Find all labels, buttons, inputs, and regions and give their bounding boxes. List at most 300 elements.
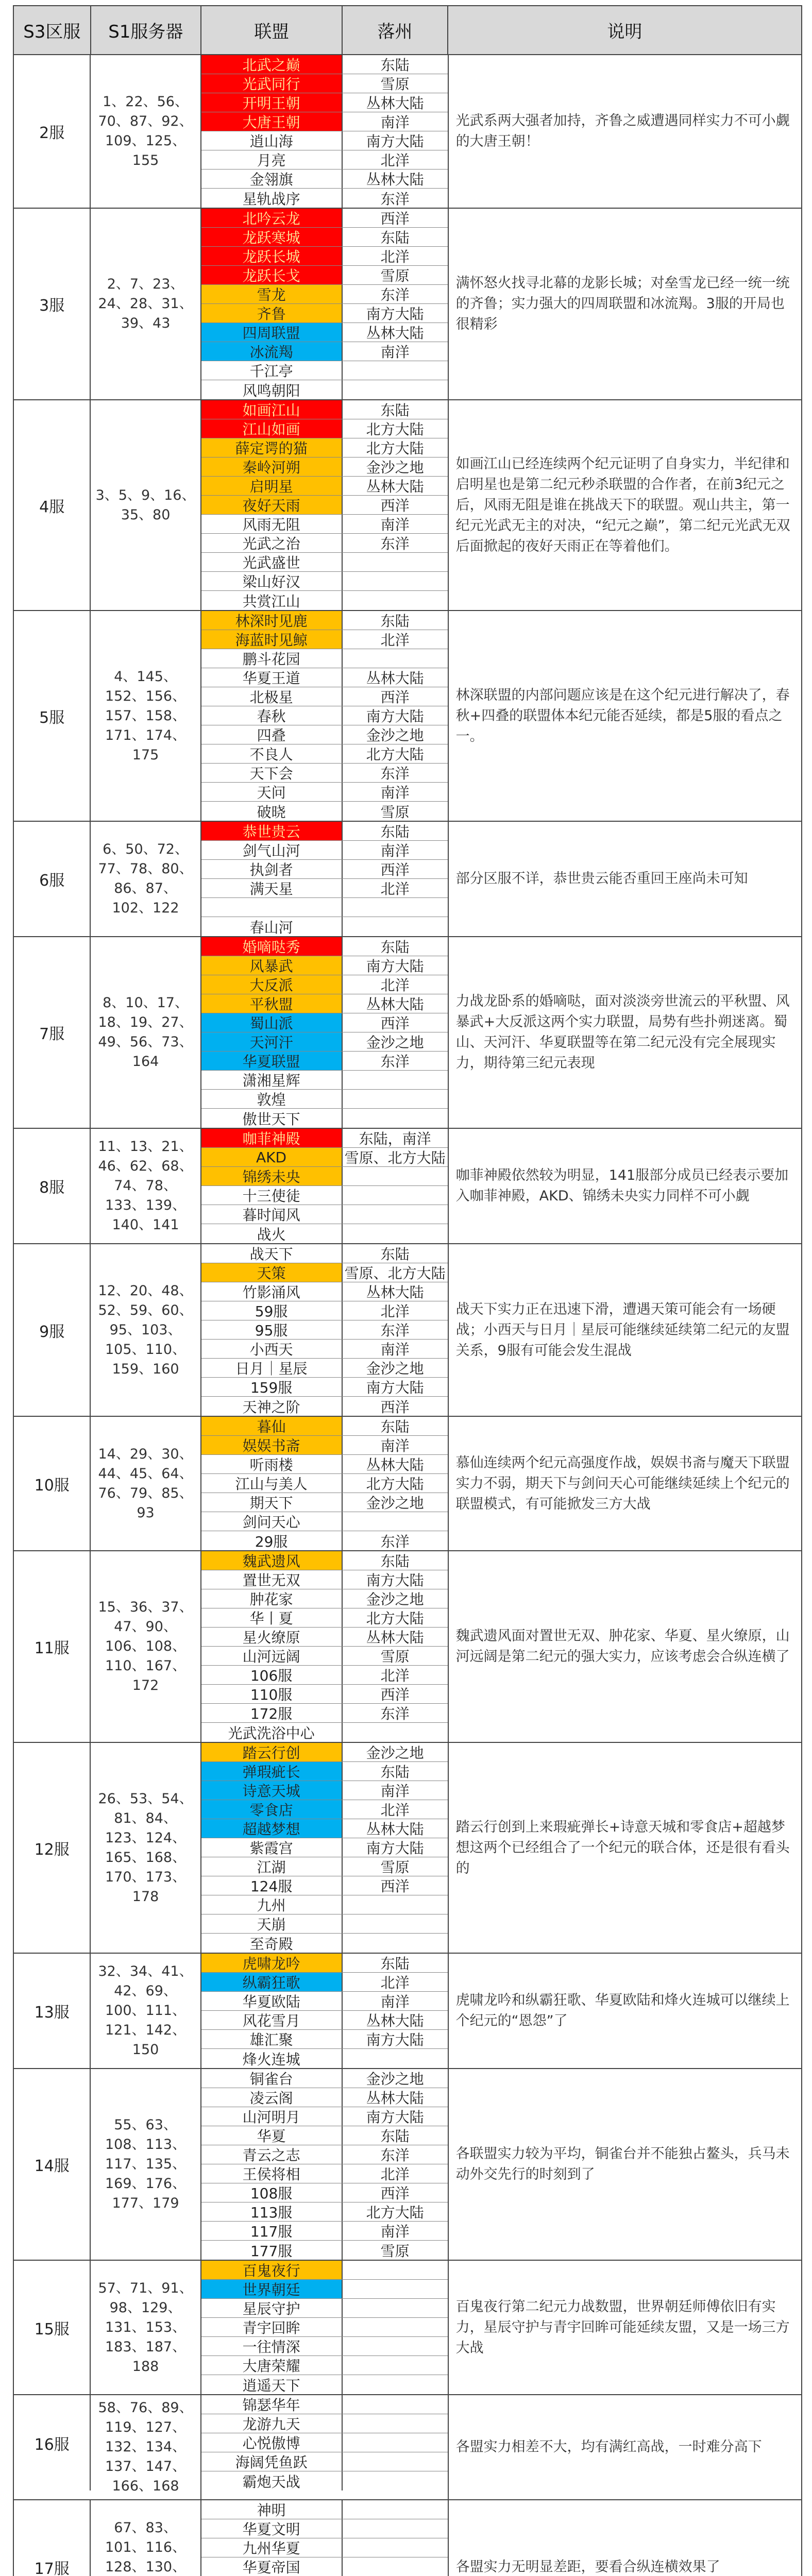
zone-block: [14, 2261, 801, 2395]
alliance-row: [201, 1570, 448, 1589]
alliance-state: 南洋: [380, 2223, 410, 2240]
alliance-row: [201, 2519, 448, 2538]
alliance-name: 蜀山派: [201, 1013, 343, 1032]
alliance-row: [201, 1282, 448, 1301]
alliance-row: [201, 1071, 448, 1090]
alliance-name: 天问: [201, 783, 343, 801]
alliance-name: 娱娱书斋: [201, 1436, 343, 1454]
alliance-row: [201, 1954, 448, 1973]
alliance-state: 东陆: [380, 1553, 410, 1570]
alliance-row: [201, 1129, 448, 1148]
alliance-state: 丛林大陆: [366, 1821, 424, 1838]
alliance-state: 北洋: [380, 152, 410, 169]
alliance-name: 北吟云龙: [201, 209, 343, 227]
alliance-state: [343, 2395, 448, 2414]
alliance-name: 天崩: [201, 1914, 343, 1933]
alliance-row: [201, 1895, 448, 1914]
alliance-state: 丛林大陆: [366, 2012, 424, 2029]
alliance-state: [343, 1109, 448, 1128]
zone-servers: 32、34、41、42、69、100、111、121、142、150: [91, 1954, 201, 2068]
alliance-name: 启明星: [201, 477, 343, 495]
alliance-row: [201, 553, 448, 572]
alliance-state: 东陆: [380, 2128, 410, 2145]
alliance-state: [343, 649, 448, 668]
alliance-name: 夜好天雨: [201, 496, 343, 514]
alliance-name: 月亮: [201, 150, 343, 169]
alliance-stack: [201, 1954, 449, 2068]
alliance-row: [201, 1340, 448, 1359]
alliance-name: 梁山好汉: [201, 572, 343, 590]
alliance-name: 华夏王道: [201, 668, 343, 687]
alliance-row: [201, 2280, 448, 2299]
alliance-row: [201, 112, 448, 131]
alliance-name: 齐鲁: [201, 304, 343, 323]
zone-description-text: 如画江山已经连续两个纪元证明了自身实力，半纪律和启明星也是第二纪元秒杀联盟的合作者，在前3纪元之后，风雨无阻是谁在挑战天下的联盟。观山共主，第一纪元光武无主的对决，“纪元之巅”，第二纪元光武无双后面掀起的夜好天雨正在等着他们。: [455, 455, 790, 554]
alliance-state: 东陆: [380, 1955, 410, 1972]
alliance-state: [343, 1205, 448, 1224]
alliance-name: 青云之志: [201, 2145, 343, 2164]
alliance-name: 山河远阔: [201, 1647, 343, 1665]
alliance-name: 神明: [201, 2500, 343, 2519]
alliance-state: 北洋: [380, 977, 410, 994]
alliance-row: [201, 247, 448, 266]
alliance-state: 雪原: [380, 1859, 410, 1876]
alliance-state: [343, 380, 448, 399]
alliance-row: [201, 917, 448, 936]
alliance-name: 魏武遗风: [201, 1551, 343, 1570]
zone-description: [449, 1417, 801, 1550]
alliance-name: 至奇殿: [201, 1934, 343, 1953]
alliance-state: [343, 1934, 448, 1953]
header-s1-servers: S1服务器: [91, 6, 201, 54]
alliance-state: [343, 1723, 448, 1742]
alliance-state: 北洋: [380, 1974, 410, 1991]
alliance-row: [201, 1934, 448, 1953]
zone-block: [14, 209, 801, 400]
alliance-row: [201, 2261, 448, 2280]
alliance-state: 丛林大陆: [366, 1629, 424, 1646]
alliance-row: [201, 534, 448, 553]
alliance-row: [201, 74, 448, 93]
alliance-row: [201, 1973, 448, 1992]
alliance-row: [201, 898, 448, 917]
alliance-row: [201, 209, 448, 228]
alliance-row: [201, 1647, 448, 1666]
table-header: [14, 6, 801, 55]
alliance-state: 南方大陆: [366, 958, 424, 975]
alliance-name: 九州华夏: [201, 2538, 343, 2557]
alliance-state: 金沙之地: [366, 1360, 424, 1377]
alliance-name: [201, 898, 343, 917]
alliance-row: [201, 361, 448, 380]
alliance-state: [343, 1167, 448, 1185]
alliance-state: 雪原: [380, 267, 410, 284]
zone-servers: 6、50、72、77、78、80、86、87、102、122: [91, 822, 201, 936]
alliance-name: 锦绣未央: [201, 1167, 343, 1185]
alliance-name: 战火: [201, 1224, 343, 1243]
zone-block: [14, 400, 801, 611]
alliance-row: [201, 1666, 448, 1685]
alliance-name: 春秋: [201, 706, 343, 725]
alliance-name: 光武盛世: [201, 553, 343, 571]
alliance-row: [201, 2318, 448, 2337]
alliance-name: 59服: [201, 1301, 343, 1320]
alliance-state: 东洋: [380, 1053, 410, 1070]
alliance-state: [343, 898, 448, 917]
alliance-name: 风花雪月: [201, 2011, 343, 2029]
alliance-row: [201, 304, 448, 323]
alliance-stack: [201, 1743, 449, 1953]
alliance-name: 一往情深: [201, 2337, 343, 2355]
alliance-row: [201, 841, 448, 860]
alliance-stack: [201, 209, 449, 399]
alliance-state: [343, 1224, 448, 1243]
zone-label: 11服: [14, 1551, 91, 1742]
alliance-row: [201, 1109, 448, 1128]
alliance-state: 北方大陆: [366, 1476, 424, 1493]
alliance-name: 开明王朝: [201, 93, 343, 112]
alliance-state: 西洋: [380, 2185, 410, 2202]
alliance-row: [201, 2202, 448, 2222]
alliance-name: 星轨战序: [201, 189, 343, 208]
alliance-row: [201, 572, 448, 591]
zone-description: [449, 1743, 801, 1953]
alliance-name: 华夏联盟: [201, 1052, 343, 1070]
alliance-name: 110服: [201, 1685, 343, 1703]
alliance-name: 雄汇聚: [201, 2030, 343, 2048]
alliance-row: [201, 630, 448, 649]
alliance-state: 金沙之地: [366, 1591, 424, 1608]
alliance-row: [201, 1263, 448, 1282]
alliance-state: [343, 1071, 448, 1089]
alliance-row: [201, 2538, 448, 2557]
alliance-row: [201, 994, 448, 1013]
zone-servers: 4、145、152、156、157、158、171、174、175: [91, 611, 201, 821]
zone-label: 2服: [14, 55, 91, 208]
zone-description-text: 战天下实力正在迅速下滑，遭遇天策可能会有一场硬战；小西天与日月｜星辰可能继续延续第二纪元的友盟关系，9服有可能会发生混战: [455, 1301, 790, 1359]
alliance-state: 雪原: [380, 2242, 410, 2260]
alliance-stack: [201, 822, 449, 936]
alliance-state: 南洋: [380, 1437, 410, 1454]
alliance-row: [201, 611, 448, 630]
zone-description: [449, 611, 801, 821]
alliance-state: 西洋: [380, 861, 410, 878]
alliance-name: 期天下: [201, 1493, 343, 1512]
zone-description: [449, 1551, 801, 1742]
alliance-row: [201, 1704, 448, 1723]
alliance-state: 东洋: [380, 1533, 410, 1550]
alliance-row: [201, 879, 448, 898]
alliance-state: 北洋: [380, 1303, 410, 1320]
alliance-state: [343, 2280, 448, 2298]
alliance-state: 东洋: [380, 765, 410, 782]
alliance-row: [201, 266, 448, 285]
alliance-row: [201, 1301, 448, 1320]
alliance-stack: [201, 1551, 449, 1742]
alliance-name: 咖菲神殿: [201, 1129, 343, 1147]
alliance-name: 北武之巅: [201, 55, 343, 74]
alliance-row: [201, 2126, 448, 2145]
alliance-row: [201, 1992, 448, 2011]
alliance-state: 丛林大陆: [366, 2090, 424, 2107]
alliance-name: 159服: [201, 1378, 343, 1396]
alliance-state: [343, 553, 448, 571]
alliance-row: [201, 1628, 448, 1647]
zone-label: 16服: [14, 2395, 91, 2490]
alliance-state: [343, 2471, 448, 2490]
alliance-name: 世界朝廷: [201, 2280, 343, 2298]
alliance-state: 南洋: [380, 516, 410, 533]
zone-block: [14, 937, 801, 1129]
alliance-state: [343, 361, 448, 380]
alliance-row: [201, 1090, 448, 1109]
alliance-state: 北方大陆: [366, 1610, 424, 1627]
zone-label: 10服: [14, 1417, 91, 1550]
zone-label: 9服: [14, 1244, 91, 1416]
zone-description-text: 部分区服不详，恭世贵云能否重回王座尚未可知: [455, 871, 748, 887]
alliance-row: [201, 1455, 448, 1474]
zone-description-text: 各盟实力相差不大，均有满红高战，一时难分高下: [455, 2439, 762, 2455]
zone-block: [14, 822, 801, 937]
alliance-name: 113服: [201, 2202, 343, 2221]
alliance-row: [201, 2222, 448, 2241]
alliance-state: [343, 1512, 448, 1531]
alliance-name: 106服: [201, 1666, 343, 1684]
alliance-state: 北方大陆: [366, 421, 424, 438]
alliance-name: 百鬼夜行: [201, 2261, 343, 2279]
alliance-name: 龙跃寒城: [201, 228, 343, 246]
alliance-name: 弹瑕疵长: [201, 1762, 343, 1781]
alliance-state: 南方大陆: [366, 708, 424, 725]
alliance-name: 华夏欧陆: [201, 1992, 343, 2010]
zone-description-text: 力战龙卧系的婚嘀哒，面对淡淡旁世流云的平秋盟、风暴武+大反派这两个实力联盟，局势有些扑朔迷离。蜀山、天河汗、华夏联盟等在第二纪元没有完全展现实力，期待第三纪元表现: [455, 993, 790, 1071]
alliance-row: [201, 649, 448, 668]
alliance-state: [343, 917, 448, 936]
zone-description-text: 各盟实力无明显差距，要看合纵连横效果了: [455, 2558, 720, 2575]
alliance-state: 北洋: [380, 1667, 410, 1684]
zone-servers: 67、83、101、116、128、130、: [91, 2500, 201, 2576]
alliance-row: [201, 1359, 448, 1378]
zone-block: [14, 611, 801, 822]
zone-servers: 8、10、17、18、19、27、49、56、73、164: [91, 937, 201, 1128]
alliance-state: 南方大陆: [366, 2109, 424, 2126]
zone-description-text: 魏武遗风面对置世无双、肿花家、华夏、星火缭原，山河远阔是第二纪元的强大实力，应该考虑会合纵连横了: [455, 1628, 790, 1665]
alliance-row: [201, 1762, 448, 1781]
alliance-name: 王侯将相: [201, 2164, 343, 2183]
alliance-name: 日月｜星辰: [201, 1359, 343, 1377]
alliance-row: [201, 1551, 448, 1570]
alliance-state: 东陆: [380, 613, 410, 630]
alliance-row: [201, 2500, 448, 2519]
zone-description-text: 百鬼夜行第二纪元力战数盟，世界朝廷师傅依旧有实力，星辰守护与青宇回眸可能延续友盟，又是一场三方大战: [455, 2298, 790, 2356]
zone-description: [449, 2500, 801, 2576]
alliance-name: 四叠: [201, 725, 343, 744]
alliance-state: [343, 2375, 448, 2394]
alliance-state: 西洋: [380, 1878, 410, 1895]
alliance-row: [201, 2107, 448, 2126]
alliance-row: [201, 1876, 448, 1895]
header-s3-zone: S3区服: [14, 6, 91, 54]
alliance-name: 逍遥天下: [201, 2375, 343, 2394]
zone-description-text: 林深联盟的内部问题应该是在这个纪元进行解决了，春秋+四叠的联盟体本纪元能否延续，都是5服的看点之一。: [455, 687, 790, 744]
alliance-name: 华夏文明: [201, 2519, 343, 2538]
alliance-name: 天神之阶: [201, 1397, 343, 1416]
alliance-state: 北洋: [380, 880, 410, 897]
alliance-name: 烽火连城: [201, 2049, 343, 2068]
alliance-name: 不良人: [201, 744, 343, 763]
zone-block: [14, 1129, 801, 1244]
alliance-name: 冰流羯: [201, 342, 343, 361]
zone-servers: 3、5、9、16、35、80: [91, 400, 201, 610]
alliance-name: 龙跃长戈: [201, 266, 343, 284]
alliance-name: 林深时见鹿: [201, 611, 343, 630]
alliance-row: [201, 2183, 448, 2202]
alliance-state: [343, 2337, 448, 2355]
alliance-row: [201, 1589, 448, 1608]
alliance-name: 124服: [201, 1876, 343, 1895]
alliance-name: 紫霞宫: [201, 1838, 343, 1857]
alliance-row: [201, 764, 448, 783]
zone-label: 8服: [14, 1129, 91, 1243]
alliance-state: 南方大陆: [366, 1379, 424, 1396]
alliance-state: 南洋: [380, 1341, 410, 1358]
alliance-name: 暮时闻风: [201, 1205, 343, 1224]
alliance-row: [201, 1436, 448, 1455]
alliance-state: 南洋: [380, 344, 410, 361]
zone-block: [14, 2069, 801, 2261]
alliance-row: [201, 822, 448, 841]
zone-label: 4服: [14, 400, 91, 610]
alliance-state: 丛林大陆: [366, 670, 424, 687]
alliance-row: [201, 1052, 448, 1071]
alliance-row: [201, 1320, 448, 1340]
alliance-row: [201, 1531, 448, 1550]
zone-description-text: 满怀怒火找寻北幕的龙影长城；对垒雪龙已经一统一统的齐鲁；实力强大的四周联盟和冰流羯。3服的开局也很精彩: [455, 275, 790, 332]
alliance-state: 南方大陆: [366, 306, 424, 323]
alliance-state: 北方大陆: [366, 746, 424, 763]
zone-description-text: 慕仙连续两个纪元高强度作战，娱娱书斋与魔天下联盟实力不弱，期天下与剑问天心可能继续延续上个纪元的联盟模式，有可能掀发三方大战: [455, 1454, 790, 1512]
alliance-name: 平秋盟: [201, 994, 343, 1013]
zone-description-text: 各联盟实力较为平均，铜雀台并不能独占鳌头，兵马未动外交先行的时刻到了: [455, 2146, 790, 2182]
alliance-row: [201, 802, 448, 821]
alliance-row: [201, 1685, 448, 1704]
alliance-state: 东洋: [380, 190, 410, 208]
zone-description-text: 踏云行创到上来瑕疵弹长+诗意天城和零食店+超越梦想这两个已经组合了一个纪元的联合体，还是很有看头的: [455, 1819, 790, 1876]
zone-servers: 15、36、37、47、90、106、108、110、167、172: [91, 1551, 201, 1742]
zone-description: [449, 209, 801, 399]
alliance-name: 竹影涌风: [201, 1282, 343, 1301]
alliance-state: [343, 2452, 448, 2471]
zone-label: 13服: [14, 1954, 91, 2068]
alliance-state: 南洋: [380, 1993, 410, 2010]
alliance-state: [343, 1895, 448, 1914]
zone-label: 3服: [14, 209, 91, 399]
alliance-name: 肿花家: [201, 1589, 343, 1608]
zone-description: [449, 937, 801, 1128]
alliance-row: [201, 438, 448, 457]
zone-description-text: 虎啸龙吟和纵霸狂歌、华夏欧陆和烽火连城可以继续上个纪元的“恩怨”了: [455, 1992, 790, 2029]
alliance-name: 春山河: [201, 917, 343, 936]
alliance-name: 鹏斗花园: [201, 649, 343, 668]
alliance-row: [201, 1800, 448, 1819]
alliance-name: 千江亭: [201, 361, 343, 380]
zone-servers: 11、13、21、46、62、68、74、78、133、139、140、141: [91, 1129, 201, 1243]
alliance-name: 江山如画: [201, 419, 343, 438]
alliance-state: 雪原: [380, 1648, 410, 1665]
alliance-row: [201, 1493, 448, 1512]
alliance-row: [201, 1512, 448, 1531]
alliance-row: [201, 1167, 448, 1186]
alliance-row: [201, 744, 448, 764]
alliance-row: [201, 2241, 448, 2260]
alliance-state: 东陆: [380, 1246, 410, 1263]
alliance-state: [343, 572, 448, 590]
zone-block: [14, 1244, 801, 1417]
alliance-stack: [201, 55, 449, 208]
alliance-row: [201, 1186, 448, 1205]
alliance-state: 金沙之地: [366, 1034, 424, 1051]
alliance-state: [343, 2500, 448, 2519]
alliance-name: 小西天: [201, 1340, 343, 1358]
alliance-row: [201, 668, 448, 687]
alliance-state: [343, 1090, 448, 1108]
alliance-name: 霸炮天战: [201, 2471, 343, 2490]
alliance-state: 东陆: [380, 229, 410, 246]
alliance-name: 光武同行: [201, 74, 343, 93]
alliance-state: 丛林大陆: [366, 171, 424, 188]
alliance-row: [201, 380, 448, 399]
alliance-state: 南方大陆: [366, 1572, 424, 1589]
alliance-row: [201, 2299, 448, 2318]
alliance-row: [201, 189, 448, 208]
alliance-state: 东洋: [380, 535, 410, 552]
alliance-name: 光武之治: [201, 534, 343, 552]
alliance-stack: [201, 2500, 449, 2576]
alliance-row: [201, 956, 448, 975]
alliance-name: 光武洗浴中心: [201, 1723, 343, 1742]
alliance-name: 潇湘星辉: [201, 1071, 343, 1089]
zone-servers: 12、20、48、52、59、60、95、103、105、110、159、160: [91, 1244, 201, 1416]
alliance-row: [201, 2395, 448, 2414]
alliance-state: [343, 2049, 448, 2068]
alliance-row: [201, 515, 448, 534]
alliance-name: 海蓝时见鲸: [201, 630, 343, 649]
alliance-row: [201, 1723, 448, 1742]
alliance-row: [201, 228, 448, 247]
zone-block: [14, 1417, 801, 1551]
alliance-name: 天下会: [201, 764, 343, 782]
alliance-state: [343, 1186, 448, 1205]
alliance-state: [343, 2261, 448, 2279]
zone-block: [14, 2500, 801, 2576]
alliance-name: 江山与美人: [201, 1474, 343, 1493]
zone-description: [449, 2261, 801, 2394]
alliance-name: 剑气山河: [201, 841, 343, 859]
alliance-name: 诗意天城: [201, 1781, 343, 1800]
alliance-name: 177服: [201, 2241, 343, 2260]
alliance-state: 北洋: [380, 248, 410, 265]
alliance-state: 金沙之地: [366, 2071, 424, 2088]
alliance-name: 置世无双: [201, 1570, 343, 1589]
alliance-state: 北方大陆: [366, 2204, 424, 2221]
zone-block: [14, 55, 801, 209]
zone-description: [449, 2069, 801, 2260]
alliance-state: 东陆: [380, 402, 410, 419]
alliance-state: 西洋: [380, 1398, 410, 1416]
alliance-row: [201, 1148, 448, 1167]
alliance-name: 锦瑟华年: [201, 2395, 343, 2414]
alliance-state: 雪原、北方大陆: [344, 1149, 446, 1166]
